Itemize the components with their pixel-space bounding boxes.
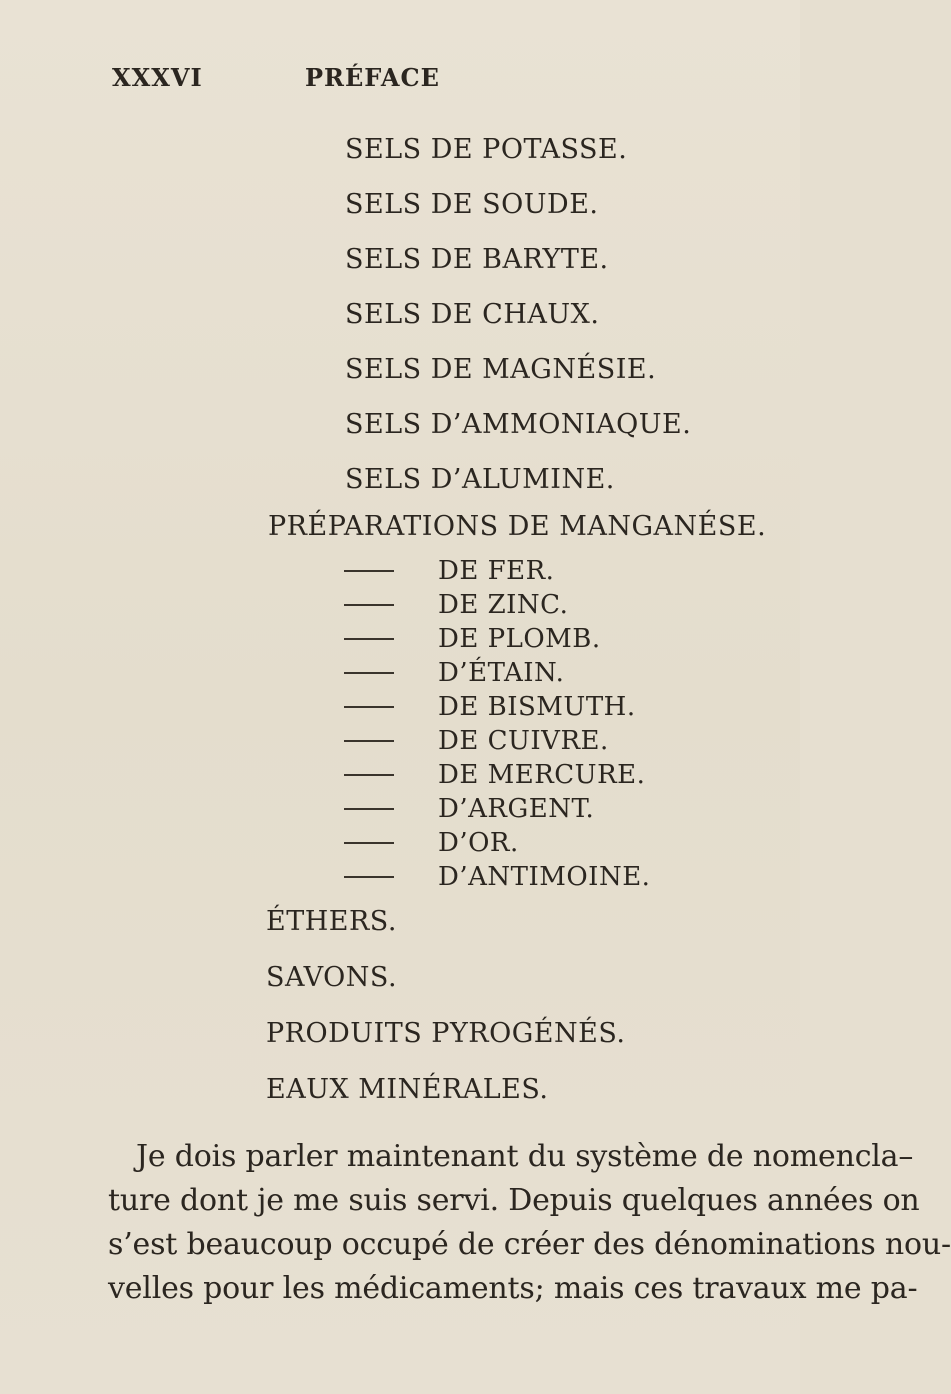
running-title: PRÉFACE xyxy=(305,63,440,92)
section-line: EAUX MINÉRALES. xyxy=(266,1074,549,1105)
preparation-line: D’ANTIMOINE. xyxy=(438,862,651,892)
ditto-dash xyxy=(344,570,394,572)
body-paragraph xyxy=(108,1135,951,1311)
ditto-dash xyxy=(344,740,394,742)
section-line: ÉTHERS. xyxy=(266,906,397,937)
preparation-line: DE FER. xyxy=(438,556,555,586)
ditto-dash xyxy=(344,638,394,640)
preparation-line: D’ARGENT. xyxy=(438,794,595,824)
ditto-dash xyxy=(344,808,394,810)
paragraph-line: s’est beaucoup occupé de créer des dénominations nou- xyxy=(108,1227,951,1262)
salt-line: SELS D’ALUMINE. xyxy=(345,464,615,495)
preparation-line: D’OR. xyxy=(438,828,519,858)
salt-line: SELS DE CHAUX. xyxy=(345,299,600,330)
ditto-dash xyxy=(344,876,394,878)
ditto-dash xyxy=(344,672,394,674)
section-line: PRODUITS PYROGÉNÉS. xyxy=(266,1018,626,1049)
preparation-line: D’ÉTAIN. xyxy=(438,658,565,688)
paragraph-line: velles pour les médicaments; mais ces travaux me pa- xyxy=(108,1271,918,1306)
preparation-line: DE CUIVRE. xyxy=(438,726,609,756)
preparations-heading: PRÉPARATIONS DE MANGANÉSE. xyxy=(268,511,767,542)
ditto-dash xyxy=(344,604,394,606)
salt-line: SELS DE MAGNÉSIE. xyxy=(345,354,657,385)
paragraph-line: ture dont je me suis servi. Depuis quelques années on xyxy=(108,1183,920,1218)
ditto-dash xyxy=(344,706,394,708)
section-line: SAVONS. xyxy=(266,962,398,993)
preparation-line: DE ZINC. xyxy=(438,590,569,620)
salt-line: SELS DE POTASSE. xyxy=(345,134,628,165)
salt-line: SELS DE BARYTE. xyxy=(345,244,609,275)
salt-line: SELS DE SOUDE. xyxy=(345,189,599,220)
paragraph-line: Je dois parler maintenant du système de nomencla– xyxy=(136,1139,914,1174)
ditto-dash xyxy=(344,774,394,776)
preparation-line: DE BISMUTH. xyxy=(438,692,636,722)
ditto-dash xyxy=(344,842,394,844)
salt-line: SELS D’AMMONIAQUE. xyxy=(345,409,692,440)
preparation-line: DE MERCURE. xyxy=(438,760,646,790)
page-number: XXXVI xyxy=(112,63,203,92)
preparation-line: DE PLOMB. xyxy=(438,624,601,654)
